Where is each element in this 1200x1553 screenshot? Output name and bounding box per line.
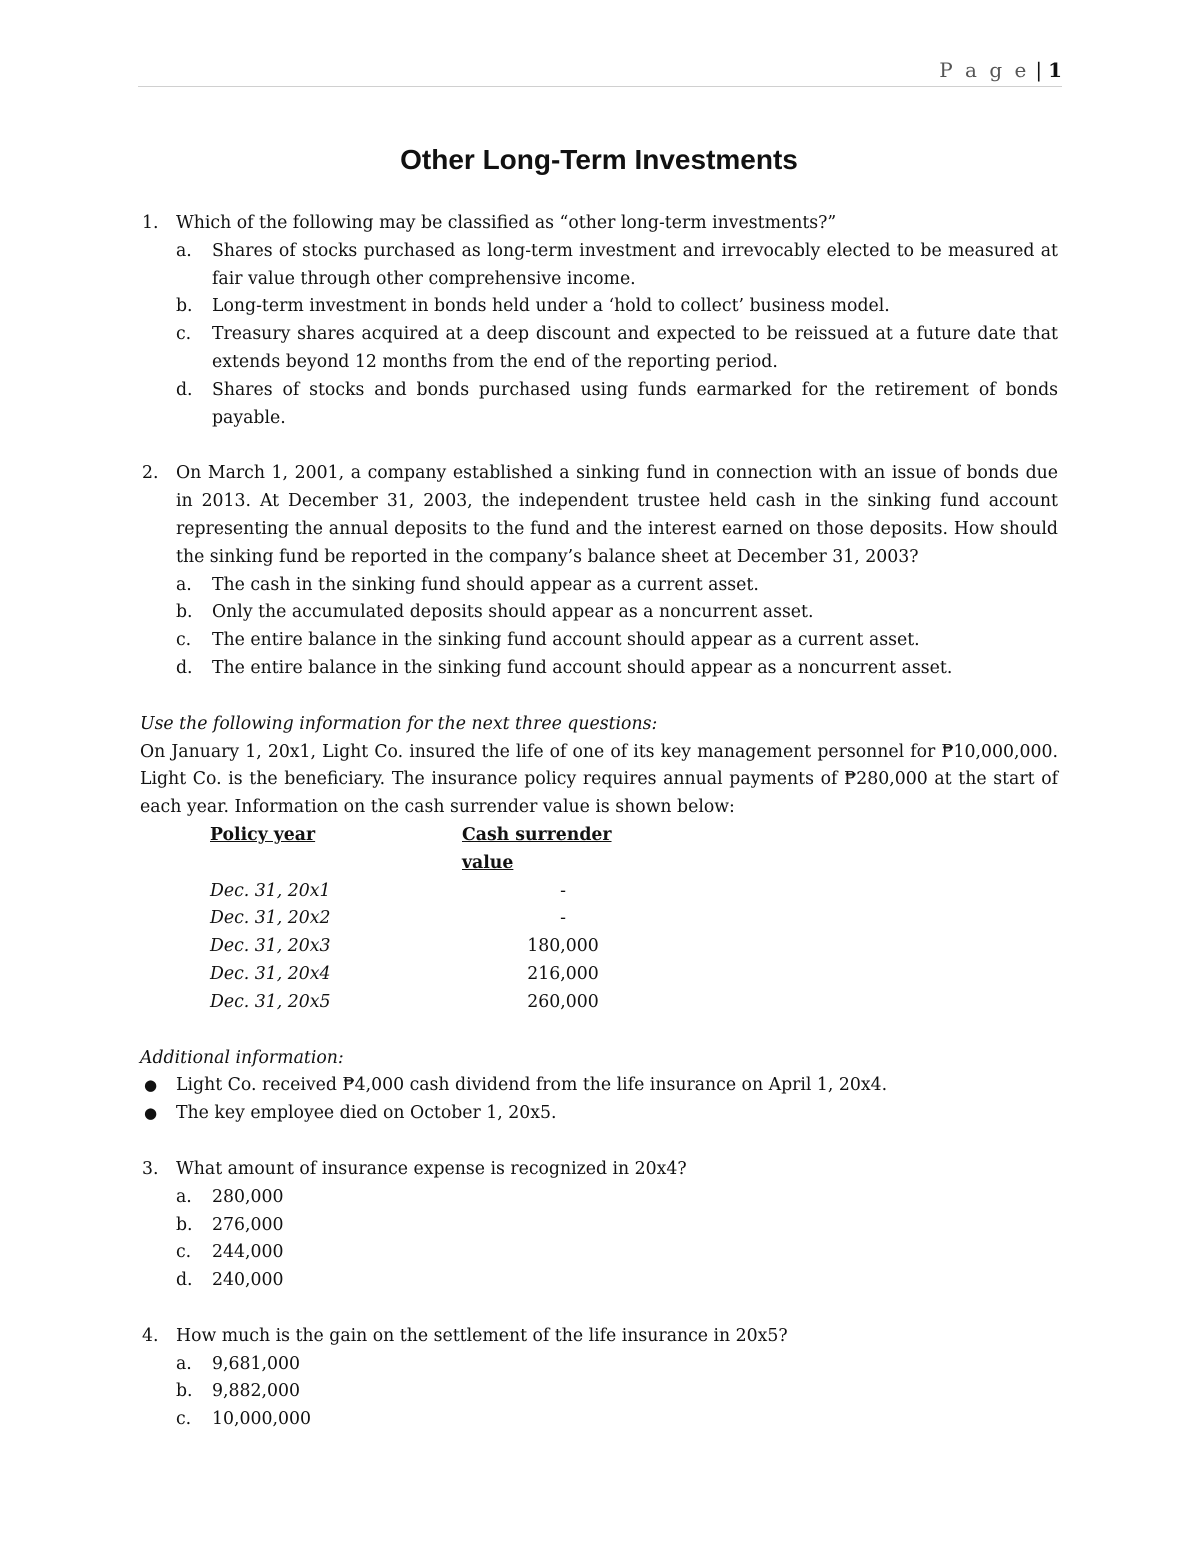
option-letter: d. <box>176 1270 193 1291</box>
column-header-policy-year: Policy year <box>210 824 316 845</box>
question-3 <box>140 1156 1058 1295</box>
option-letter: c. <box>176 630 192 651</box>
cash-surrender-table <box>210 822 664 1017</box>
value-cell: 260,000 <box>527 991 599 1012</box>
info-intro: Use the following information for the next three questions: <box>140 713 658 734</box>
option-c <box>176 1239 1058 1267</box>
policy-year-cell: Dec. 31, 20x4 <box>210 963 331 984</box>
option-c <box>176 627 1058 655</box>
option-letter: c. <box>176 1409 192 1430</box>
option-letter: c. <box>176 1242 192 1263</box>
option-text: Shares of stocks purchased as long-term investment and irrevocably elected to be measured at fair value through other comprehensive income. <box>212 240 1058 289</box>
option-d <box>176 377 1058 433</box>
page-number: 1 <box>1048 58 1062 82</box>
option-letter: a. <box>176 1353 192 1374</box>
spacer <box>140 1017 1058 1045</box>
question-number: 2. <box>142 463 159 484</box>
question-number: 4. <box>142 1325 159 1346</box>
option-b <box>176 1378 1058 1406</box>
policy-year-cell: Dec. 31, 20x3 <box>210 936 331 957</box>
spacer <box>140 432 1058 460</box>
option-b <box>176 1212 1058 1240</box>
option-a <box>176 572 1058 600</box>
table-row <box>210 933 664 961</box>
option-text: The entire balance in the sinking fund account should appear as a current asset. <box>212 630 920 651</box>
option-d <box>176 1267 1058 1295</box>
table-row <box>210 878 664 906</box>
option-letter: d. <box>176 379 193 400</box>
option-text: 10,000,000 <box>212 1409 311 1430</box>
option-b <box>176 599 1058 627</box>
option-a <box>176 1184 1058 1212</box>
page-label: P a g e <box>939 58 1030 82</box>
value-cell: 216,000 <box>527 963 599 984</box>
bullet-item <box>140 1100 1058 1128</box>
option-text: Long-term investment in bonds held under a ‘hold to collect’ business model. <box>212 296 890 317</box>
option-letter: b. <box>176 602 193 623</box>
table-row <box>210 961 664 989</box>
question-text: How much is the gain on the settlement of the life insurance in 20x5? <box>176 1325 788 1346</box>
document-body <box>140 140 1058 1434</box>
table-row <box>210 989 664 1017</box>
question-4 <box>140 1323 1058 1434</box>
bullet-icon: ● <box>144 1076 158 1095</box>
option-text: 280,000 <box>212 1186 284 1207</box>
spacer <box>140 1128 1058 1156</box>
option-a <box>176 1351 1058 1379</box>
option-letter: a. <box>176 574 192 595</box>
question-2 <box>140 460 1058 682</box>
page-separator: | <box>1035 58 1043 82</box>
option-d <box>176 655 1058 683</box>
value-cell: - <box>560 880 566 901</box>
option-letter: b. <box>176 1381 193 1402</box>
option-text: 240,000 <box>212 1270 284 1291</box>
question-text: On March 1, 2001, a company established a sinking fund in connection with an issue of bonds due in 2013. At December 31, 2003, the independent trustee held cash in the sinking fund account representing the annual deposits to the fund and the interest earned on those deposits. How should the sinking fund be reported in the company’s balance sheet at December 31, 2003? <box>176 463 1058 567</box>
option-letter: a. <box>176 240 192 261</box>
option-text: 9,882,000 <box>212 1381 300 1402</box>
table-row <box>210 905 664 933</box>
option-text: The entire balance in the sinking fund account should appear as a noncurrent asset. <box>212 657 953 678</box>
value-cell: 180,000 <box>527 936 599 957</box>
document-title: Other Long-Term Investments <box>400 144 798 175</box>
value-cell: - <box>560 908 566 929</box>
option-letter: b. <box>176 296 193 317</box>
question-text: Which of the following may be classified as “other long-term investments?” <box>176 213 837 233</box>
spacer <box>140 1295 1058 1323</box>
question-text: What amount of insurance expense is recognized in 20x4? <box>176 1158 687 1179</box>
header-divider <box>138 86 1062 87</box>
bullet-text: Light Co. received ₱4,000 cash dividend from the life insurance on April 1, 20x4. <box>176 1075 888 1096</box>
option-text: Only the accumulated deposits should appear as a noncurrent asset. <box>212 602 814 623</box>
spacer <box>140 683 1058 711</box>
question-number: 1. <box>142 213 159 233</box>
option-letter: d. <box>176 657 193 678</box>
bullet-item <box>140 1072 1058 1100</box>
option-text: 244,000 <box>212 1242 284 1263</box>
option-letter: c. <box>176 324 192 345</box>
option-letter: a. <box>176 1186 192 1207</box>
option-text: The cash in the sinking fund should appear as a current asset. <box>212 574 759 595</box>
option-text: Shares of stocks and bonds purchased using funds earmarked for the retirement of bonds payable. <box>212 379 1058 428</box>
column-header-cash-surrender-value: Cash surrender value <box>462 824 612 873</box>
option-a <box>176 238 1058 294</box>
bullet-icon: ● <box>144 1104 158 1123</box>
question-1 <box>140 210 1058 432</box>
page-header <box>939 58 1062 82</box>
table-header-row <box>210 822 664 878</box>
question-number: 3. <box>142 1158 159 1179</box>
option-letter: b. <box>176 1214 193 1235</box>
policy-year-cell: Dec. 31, 20x5 <box>210 991 331 1012</box>
option-b <box>176 293 1058 321</box>
option-text: Treasury shares acquired at a deep discount and expected to be reissued at a future date that extends beyond 12 months from the end of the reporting period. <box>212 324 1058 372</box>
option-text: 9,681,000 <box>212 1353 300 1374</box>
option-text: 276,000 <box>212 1214 284 1235</box>
policy-year-cell: Dec. 31, 20x1 <box>210 880 331 901</box>
additional-info-label: Additional information: <box>140 1047 344 1068</box>
option-c <box>176 1406 1058 1434</box>
policy-year-cell: Dec. 31, 20x2 <box>210 908 331 929</box>
bullet-text: The key employee died on October 1, 20x5. <box>176 1103 557 1124</box>
info-paragraph: On January 1, 20x1, Light Co. insured the life of one of its key management personnel for ₱10,000,000. Light Co. is the beneficiary. The insurance policy requires annual payments of ₱280,000 at the start of each year. Information on the cash surrender value is shown below: <box>140 741 1058 818</box>
option-c <box>176 321 1058 377</box>
